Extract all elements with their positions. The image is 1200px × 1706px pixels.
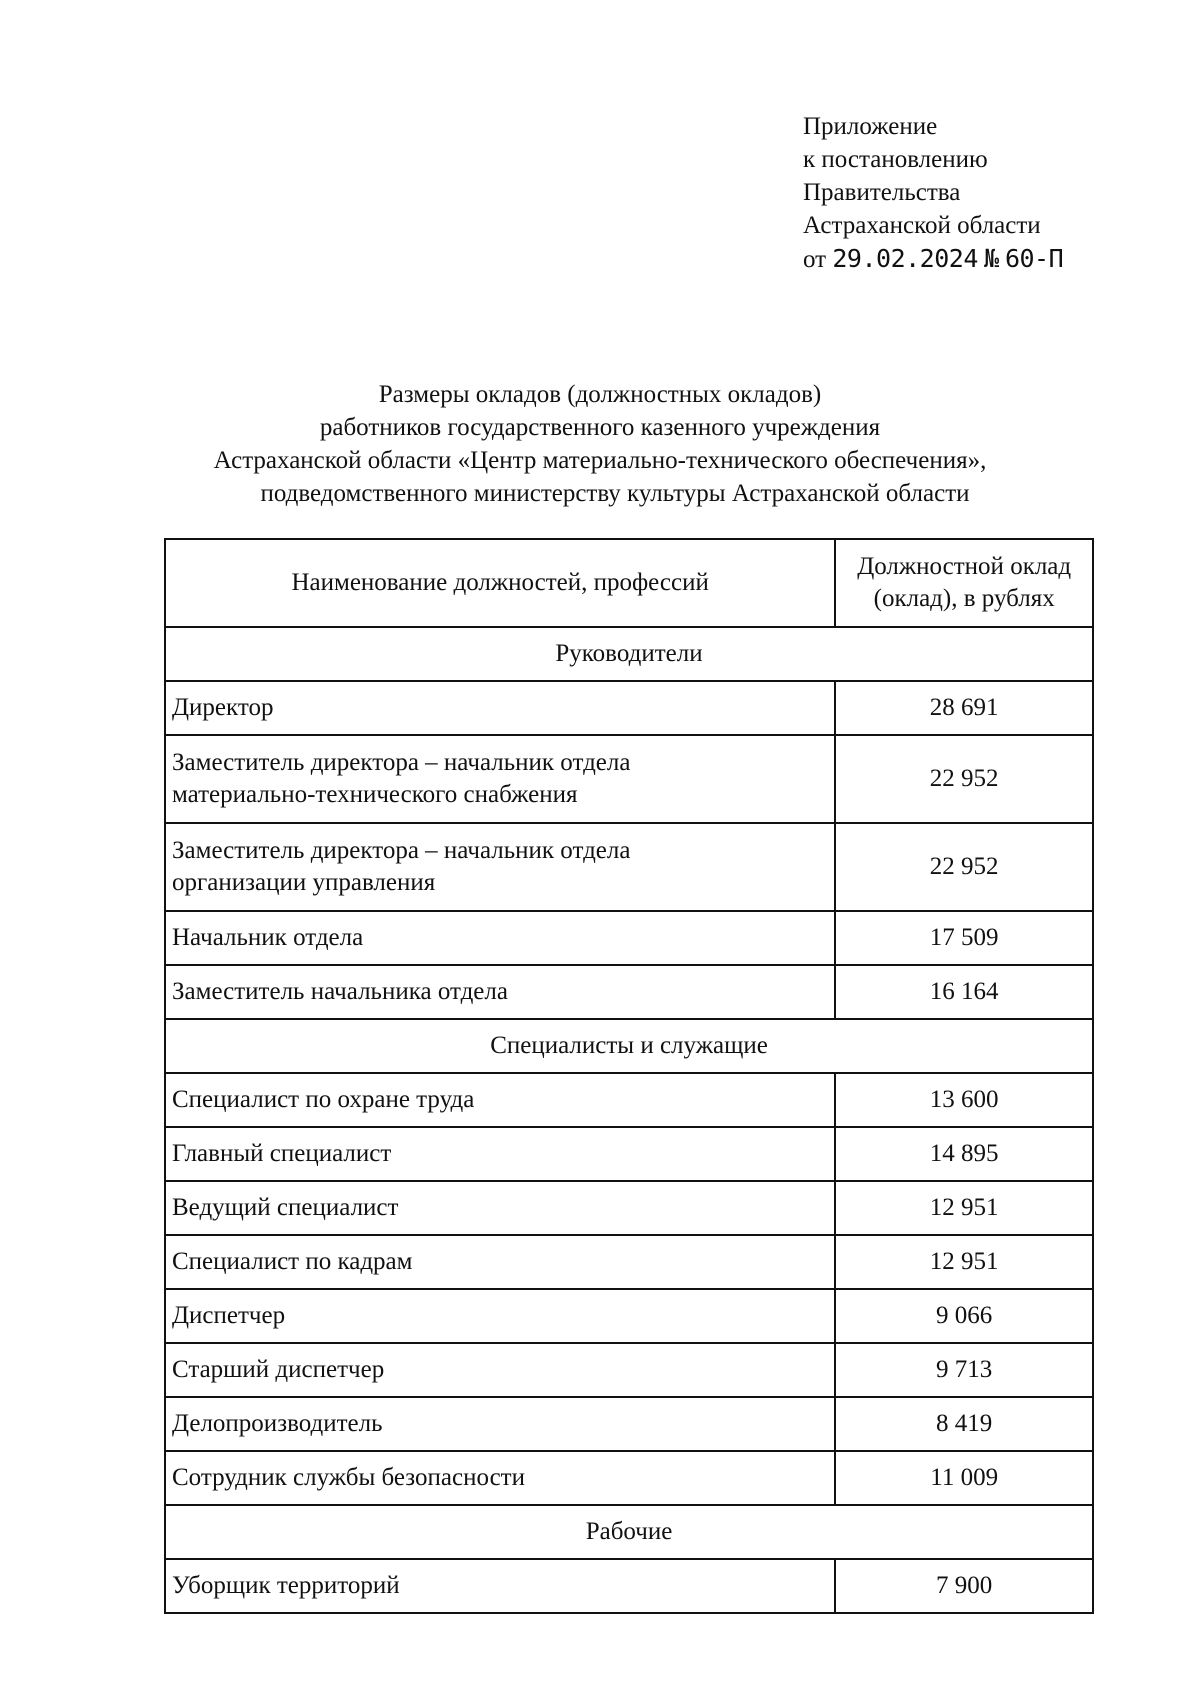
position-name-line: Специалист по кадрам xyxy=(172,1248,413,1275)
resolution-date: 29.02.2024 xyxy=(832,244,978,273)
header-position-name: Наименование должностей, профессий xyxy=(165,539,835,627)
section-row xyxy=(165,1019,1093,1073)
position-name xyxy=(165,1451,835,1505)
table-row xyxy=(165,1235,1093,1289)
resolution-reference xyxy=(803,242,1063,276)
position-name xyxy=(165,1181,835,1235)
table-row xyxy=(165,1127,1093,1181)
position-name xyxy=(165,965,835,1019)
position-name xyxy=(165,681,835,735)
position-name-line: материально-технического снабжения xyxy=(172,781,578,808)
position-name xyxy=(165,1289,835,1343)
title-line: Размеры окладов (должностных окладов) xyxy=(378,381,822,408)
position-name xyxy=(165,1343,835,1397)
position-name-line: Директор xyxy=(172,694,274,721)
document-title xyxy=(0,378,1200,510)
number-sign: № xyxy=(984,244,999,273)
table-row xyxy=(165,911,1093,965)
salary-value: 9 066 xyxy=(835,1289,1093,1343)
position-name-line: организации управления xyxy=(172,869,436,896)
position-name xyxy=(165,1559,835,1613)
position-name xyxy=(165,823,835,911)
salary-value: 12 951 xyxy=(835,1181,1093,1235)
position-name xyxy=(165,1073,835,1127)
title-line: подведомственного министерству культуры Астраханской области xyxy=(260,480,970,507)
title-line: Астраханской области «Центр материально-технического обеспечения», xyxy=(213,447,987,474)
salary-value: 7 900 xyxy=(835,1559,1093,1613)
position-name-line: Главный специалист xyxy=(172,1140,392,1167)
appendix-line: к постановлению xyxy=(803,146,988,173)
section-label: Рабочие xyxy=(165,1505,1093,1559)
date-prefix: от xyxy=(803,246,827,273)
position-name-line: Заместитель начальника отдела xyxy=(172,978,508,1005)
position-name-line: Диспетчер xyxy=(172,1302,286,1329)
position-name-line: Начальник отдела xyxy=(172,924,364,951)
appendix-line: Правительства xyxy=(803,179,961,206)
salary-value: 17 509 xyxy=(835,911,1093,965)
section-label: Специалисты и служащие xyxy=(165,1019,1093,1073)
salary-table xyxy=(164,538,1094,1614)
table-row xyxy=(165,1289,1093,1343)
position-name-line: Специалист по охране труда xyxy=(172,1086,475,1113)
header-salary xyxy=(835,539,1093,627)
table-row xyxy=(165,1343,1093,1397)
position-name-line: Старший диспетчер xyxy=(172,1356,385,1383)
salary-value: 8 419 xyxy=(835,1397,1093,1451)
table-row xyxy=(165,823,1093,911)
table-row xyxy=(165,735,1093,823)
appendix-line: Приложение xyxy=(803,113,938,140)
title-line: работников государственного казенного учреждения xyxy=(319,414,881,441)
salary-value: 16 164 xyxy=(835,965,1093,1019)
position-name xyxy=(165,911,835,965)
table-row xyxy=(165,1397,1093,1451)
salary-value: 11 009 xyxy=(835,1451,1093,1505)
appendix-line: Астраханской области xyxy=(803,212,1041,239)
resolution-number: 60-П xyxy=(1004,244,1064,273)
salary-value: 22 952 xyxy=(835,735,1093,823)
position-name-line: Делопроизводитель xyxy=(172,1410,383,1437)
table-body xyxy=(165,627,1093,1613)
position-name xyxy=(165,1127,835,1181)
salary-value: 28 691 xyxy=(835,681,1093,735)
salary-value: 9 713 xyxy=(835,1343,1093,1397)
table-row xyxy=(165,1181,1093,1235)
position-name xyxy=(165,1235,835,1289)
position-name xyxy=(165,735,835,823)
salary-value: 14 895 xyxy=(835,1127,1093,1181)
table-header-row xyxy=(165,539,1093,627)
section-row xyxy=(165,1505,1093,1559)
appendix-block xyxy=(803,110,1063,276)
header-salary-line: (оклад), в рублях xyxy=(873,585,1055,612)
section-label: Руководители xyxy=(165,627,1093,681)
salary-value: 22 952 xyxy=(835,823,1093,911)
table-row xyxy=(165,681,1093,735)
table-row xyxy=(165,1559,1093,1613)
table-row xyxy=(165,1073,1093,1127)
table-row xyxy=(165,1451,1093,1505)
salary-value: 13 600 xyxy=(835,1073,1093,1127)
position-name-line: Заместитель директора – начальник отдела xyxy=(172,837,631,864)
position-name xyxy=(165,1397,835,1451)
table-row xyxy=(165,965,1093,1019)
position-name-line: Ведущий специалист xyxy=(172,1194,399,1221)
position-name-line: Заместитель директора – начальник отдела xyxy=(172,749,631,776)
section-row xyxy=(165,627,1093,681)
header-salary-line: Должностной оклад xyxy=(857,553,1072,580)
position-name-line: Уборщик территорий xyxy=(172,1572,400,1599)
salary-value: 12 951 xyxy=(835,1235,1093,1289)
position-name-line: Сотрудник службы безопасности xyxy=(172,1464,525,1491)
